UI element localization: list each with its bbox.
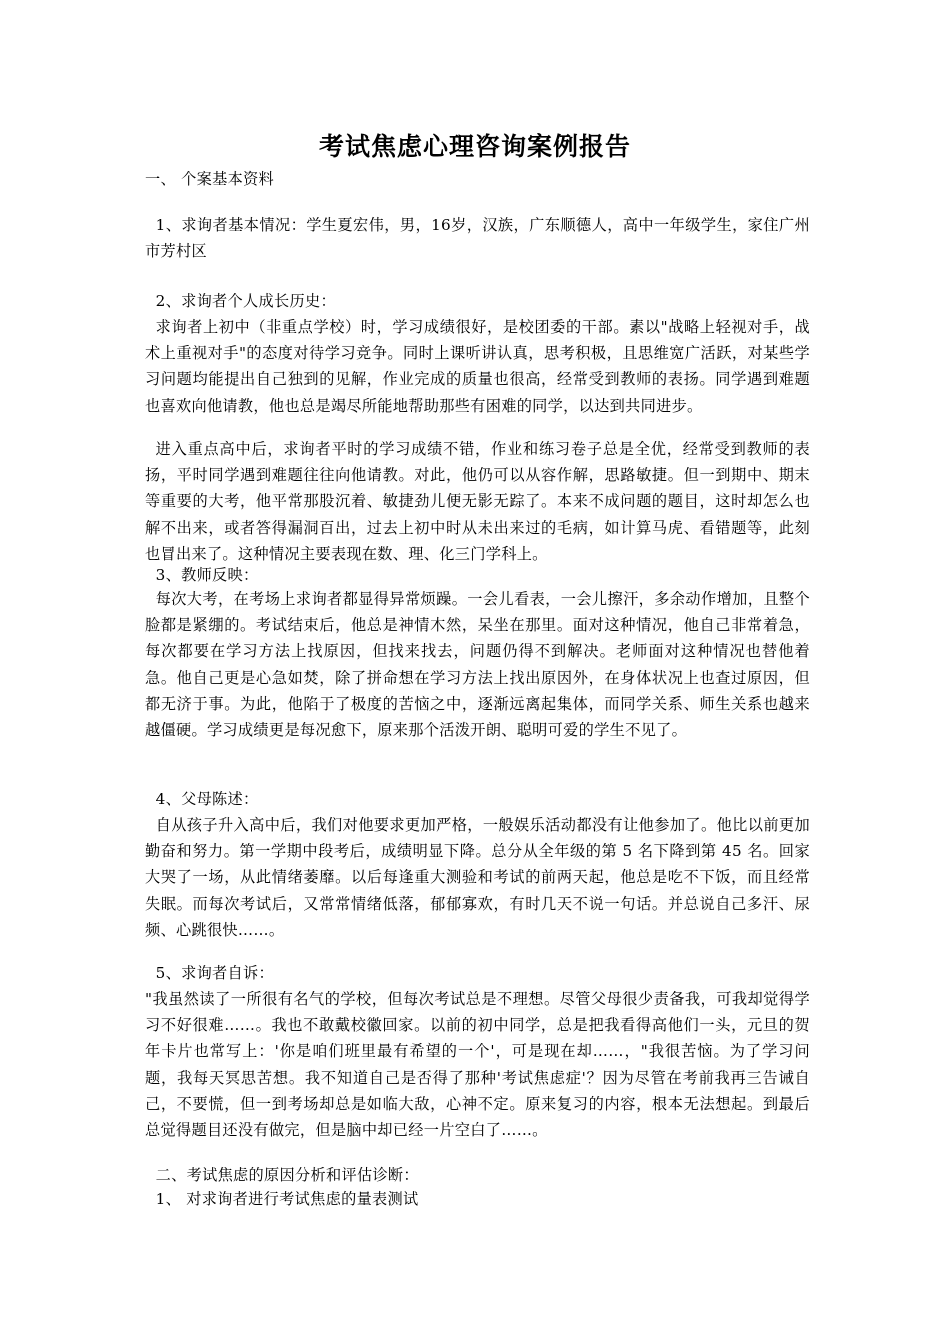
paragraph-self-report: "我虽然读了一所很有名气的学校，但每次考试总是不理想。尽管父母很少责备我，可我却觉得学习不好很难……。我也不敢戴校徽回家。以前的初中同学，总是把我看得高他们一头，元旦的贺年卡片也常写上：'你是咱们班里最有希望的一个'，可是现在却……，"我很苦恼。为了学习问题，我每天冥思苦想。我不知道自己是否得了那种'考试焦虑症'？因为尽管在考前我再三告诫自己，不要慌，但一到考场却总是如临大敌，心神不定。原来复习的内容，根本无法想起。到最后总觉得题目还没有做完，但是脑中却已经一片空白了……。 xyxy=(145,990,810,1140)
item-heading-parent-statement: 4、父母陈述： xyxy=(155,790,259,808)
item-heading-growth-history: 2、求询者个人成长历史： xyxy=(155,292,336,310)
document-title: 考试焦虑心理咨询案例报告 xyxy=(318,131,631,161)
paragraph-growth-middle-school: 求询者上初中（非重点学校）时，学习成绩很好，是校团委的干部。素以"战略上轻视对手，战术上重视对手"的态度对待学习竞争。同时上课听讲认真，思考积极，且思维宽广活跃，对某些学习问题均能提出自己独到的见解，作业完成的质量也很高，经常受到教师的表扬。同学遇到难题也喜欢向他请教，他也总是竭尽所能地帮助那些有困难的同学，以达到共同进步。 xyxy=(145,318,810,415)
item-heading-self-report: 5、求询者自诉： xyxy=(155,964,275,982)
item-heading-scale-test: 1、 对求询者进行考试焦虑的量表测试 xyxy=(155,1190,419,1208)
paragraph-basic-situation: 1、求询者基本情况：学生夏宏伟，男，16岁，汉族，广东顺德人，高中一年级学生，家住广州市芳村区 xyxy=(145,216,810,261)
item-heading-teacher-report: 3、教师反映： xyxy=(155,566,259,584)
paragraph-growth-high-school: 进入重点高中后，求询者平时的学习成绩不错，作业和练习卷子总是全优，经常受到教师的表扬，平时同学遇到难题往往向他请教。对此，他仍可以从容作解，思路敏捷。但一到期中、期末等重要的大考，他平常那股沉着、敏捷劲儿便无影无踪了。本来不成问题的题目，这时却怎么也解不出来，或者答得漏洞百出，过去上初中时从未出来过的毛病，如计算马虎、看错题等，此刻也冒出来了。这种情况主要表现在数、理、化三门学科上。 xyxy=(145,440,810,563)
section-heading-basic-info: 一、 个案基本资料 xyxy=(145,170,275,188)
paragraph-parent-statement: 自从孩子升入高中后，我们对他要求更加严格，一般娱乐活动都没有让他参加了。他比以前更加勤奋和努力。第一学期中段考后，成绩明显下降。总分从全年级的第 5 名下降到第 45 名。回家大哭了一场，从此情绪萎靡。以后每逢重大测验和考试的前两天起，他总是吃不下饭，而且经常失眠。而每次考试后，又常常情绪低落，郁郁寡欢，有时几天不说一句话。并总说自己多汗、尿频、心跳很快……。 xyxy=(145,816,810,939)
section-heading-analysis: 二、考试焦虑的原因分析和评估诊断： xyxy=(155,1166,419,1184)
paragraph-teacher-report: 每次大考，在考场上求询者都显得异常烦躁。一会儿看表，一会儿擦汗，多余动作增加，且整个脸都是紧绷的。考试结束后，他总是神情木然，呆坐在那里。面对这种情况，他自己非常着急，每次都要在学习方法上找原因，但找来找去，问题仍得不到解决。老师面对这种情况也替他着急。他自己更是心急如焚，除了拼命想在学习方法上找出原因外，在身体状况上也查过原因，但都无济于事。为此，他陷于了极度的苦恼之中，逐渐远离起集体，而同学关系、师生关系也越来越僵硬。学习成绩更是每况愈下，原来那个活泼开朗、聪明可爱的学生不见了。 xyxy=(145,590,810,740)
